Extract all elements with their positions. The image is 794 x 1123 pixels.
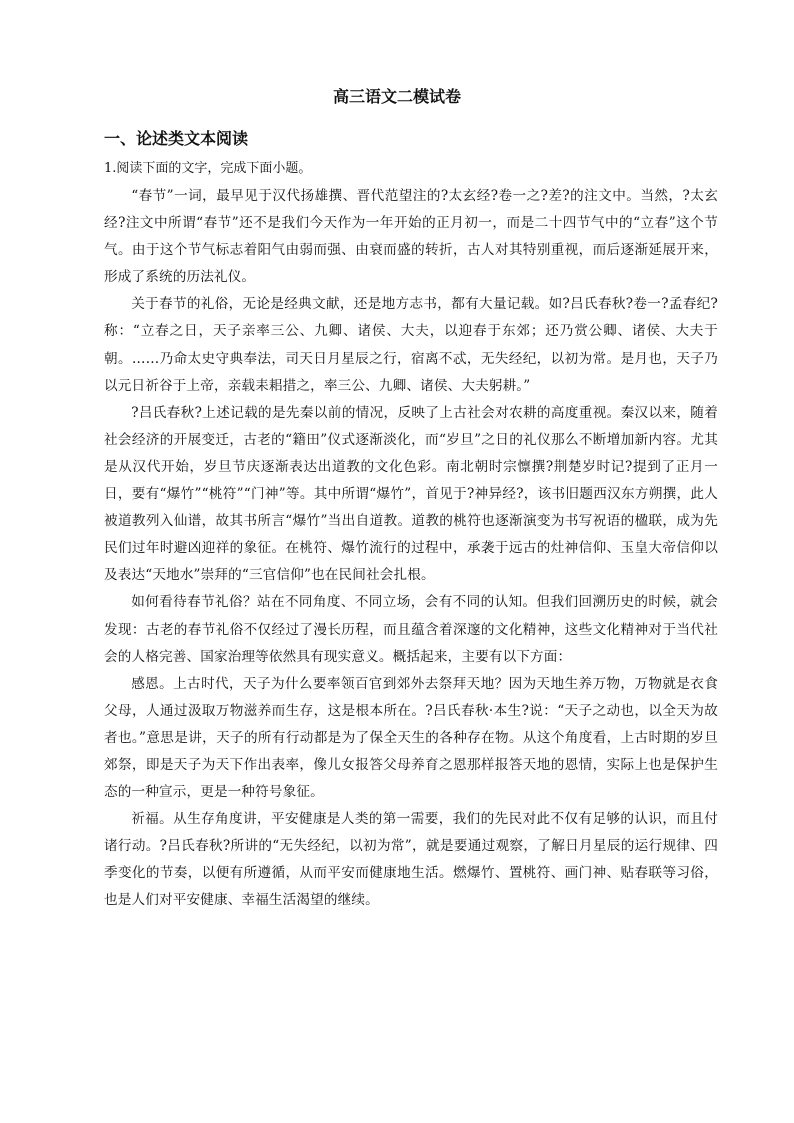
exam-title: 高三语文二模试卷 (332, 87, 461, 106)
passage-paragraph-6: 祈福。从生存角度讲，平安健康是人类的第一需要，我们的先民对此不仅有足够的认识，而且付诸行动。?吕氏春秋?所讲的“无失经纪，以初为常”，就是要通过观察，了解日月星辰的运行规律、四季变化的节奏，以便有所遵循，从而平安而健康地生活。燃爆竹、置桃符、画门神、贴春联等习俗，也是人们对平安健康、幸福生活渴望的继续。 (104, 811, 718, 909)
passage-paragraph-3: ?吕氏春秋?上述记载的是先秦以前的情况，反映了上古社会对农耕的高度重视。秦汉以来，随着社会经济的开展变迁，古老的“籍田”仪式逐渐淡化，而“岁旦”之日的礼仪那么不断增加新内容。尤其是从汉代开始，岁旦节庆逐渐表达出道教的文化色彩。南北朝时宗懔撰?荆楚岁时记?提到了正月一日，要有“爆竹”“桃符”“门神”等。其中所谓“爆竹”，首见于?神异经?，该书旧题西汉东方朔撰，此人被道教列入仙谱，故其书所言“爆竹”当出自道教。道教的桃符也逐渐演变为书写祝语的楹联，成为先民们过年时避凶迎祥的象征。在桃符、爆竹流行的过程中，承袭于远古的灶神信仰、玉皇大帝信仰以及表达“天地水”崇拜的“三官信仰”也在民间社会扎根。 (104, 404, 718, 584)
passage-paragraph-1: “春节”一词，最早见于汉代扬雄撰、晋代范望注的?太玄经?卷一之?差?的注文中。当然，?太玄经?注文中所谓“春节”还不是我们今天作为一年开始的正月初一，而是二十四节气中的“立春”这个节气。由于这个节气标志着阳气由弱而强、由衰而盛的转折，古人对其特别重视，而后逐渐延展开来，形成了系统的历法礼仪。 (104, 188, 718, 286)
section-heading: 一、论述类文本阅读 (104, 129, 249, 148)
question-instruction: 1.阅读下面的文字，完成下面小题。 (104, 161, 312, 176)
passage-paragraph-5: 感恩。上古时代，天子为什么要率领百官到郊外去祭拜天地？因为天地生养万物，万物就是衣食父母，人通过汲取万物滋养而生存，这是根本所在。?吕氏春秋·本生?说：“天子之动也，以全天为故者也。”意思是讲，天子的所有行动都是为了保全天生的各种存在物。从这个角度看，上古时期的岁旦郊祭，即是天子为天下作出表率，像儿女报答父母养育之恩那样报答天地的恩情，实际上也是保护生态的一种宣示，更是一种符号象征。 (104, 675, 718, 801)
passage-paragraph-4: 如何看待春节礼俗？站在不同角度、不同立场，会有不同的认知。但我们回溯历史的时候，就会发现：古老的春节礼俗不仅经过了漫长历程，而且蕴含着深邃的文化精神，这些文化精神对于当代社会的人格完善、国家治理等依然具有现实意义。概括起来，主要有以下方面： (104, 594, 718, 665)
reading-passage (104, 183, 718, 915)
passage-paragraph-2: 关于春节的礼俗，无论是经典文献，还是地方志书，都有大量记载。如?吕氏春秋?卷一?孟春纪?称：“立春之日，天子亲率三公、九卿、诸侯、大夫，以迎春于东郊；还乃赏公卿、诸侯、大夫于朝。……乃命太史守典奉法，司天日月星辰之行，宿离不忒，无失经纪，以初为常。是月也，天子乃以元日祈谷于上帝，亲载耒耜措之，率三公、九卿、诸侯、大夫躬耕。” (104, 296, 718, 394)
